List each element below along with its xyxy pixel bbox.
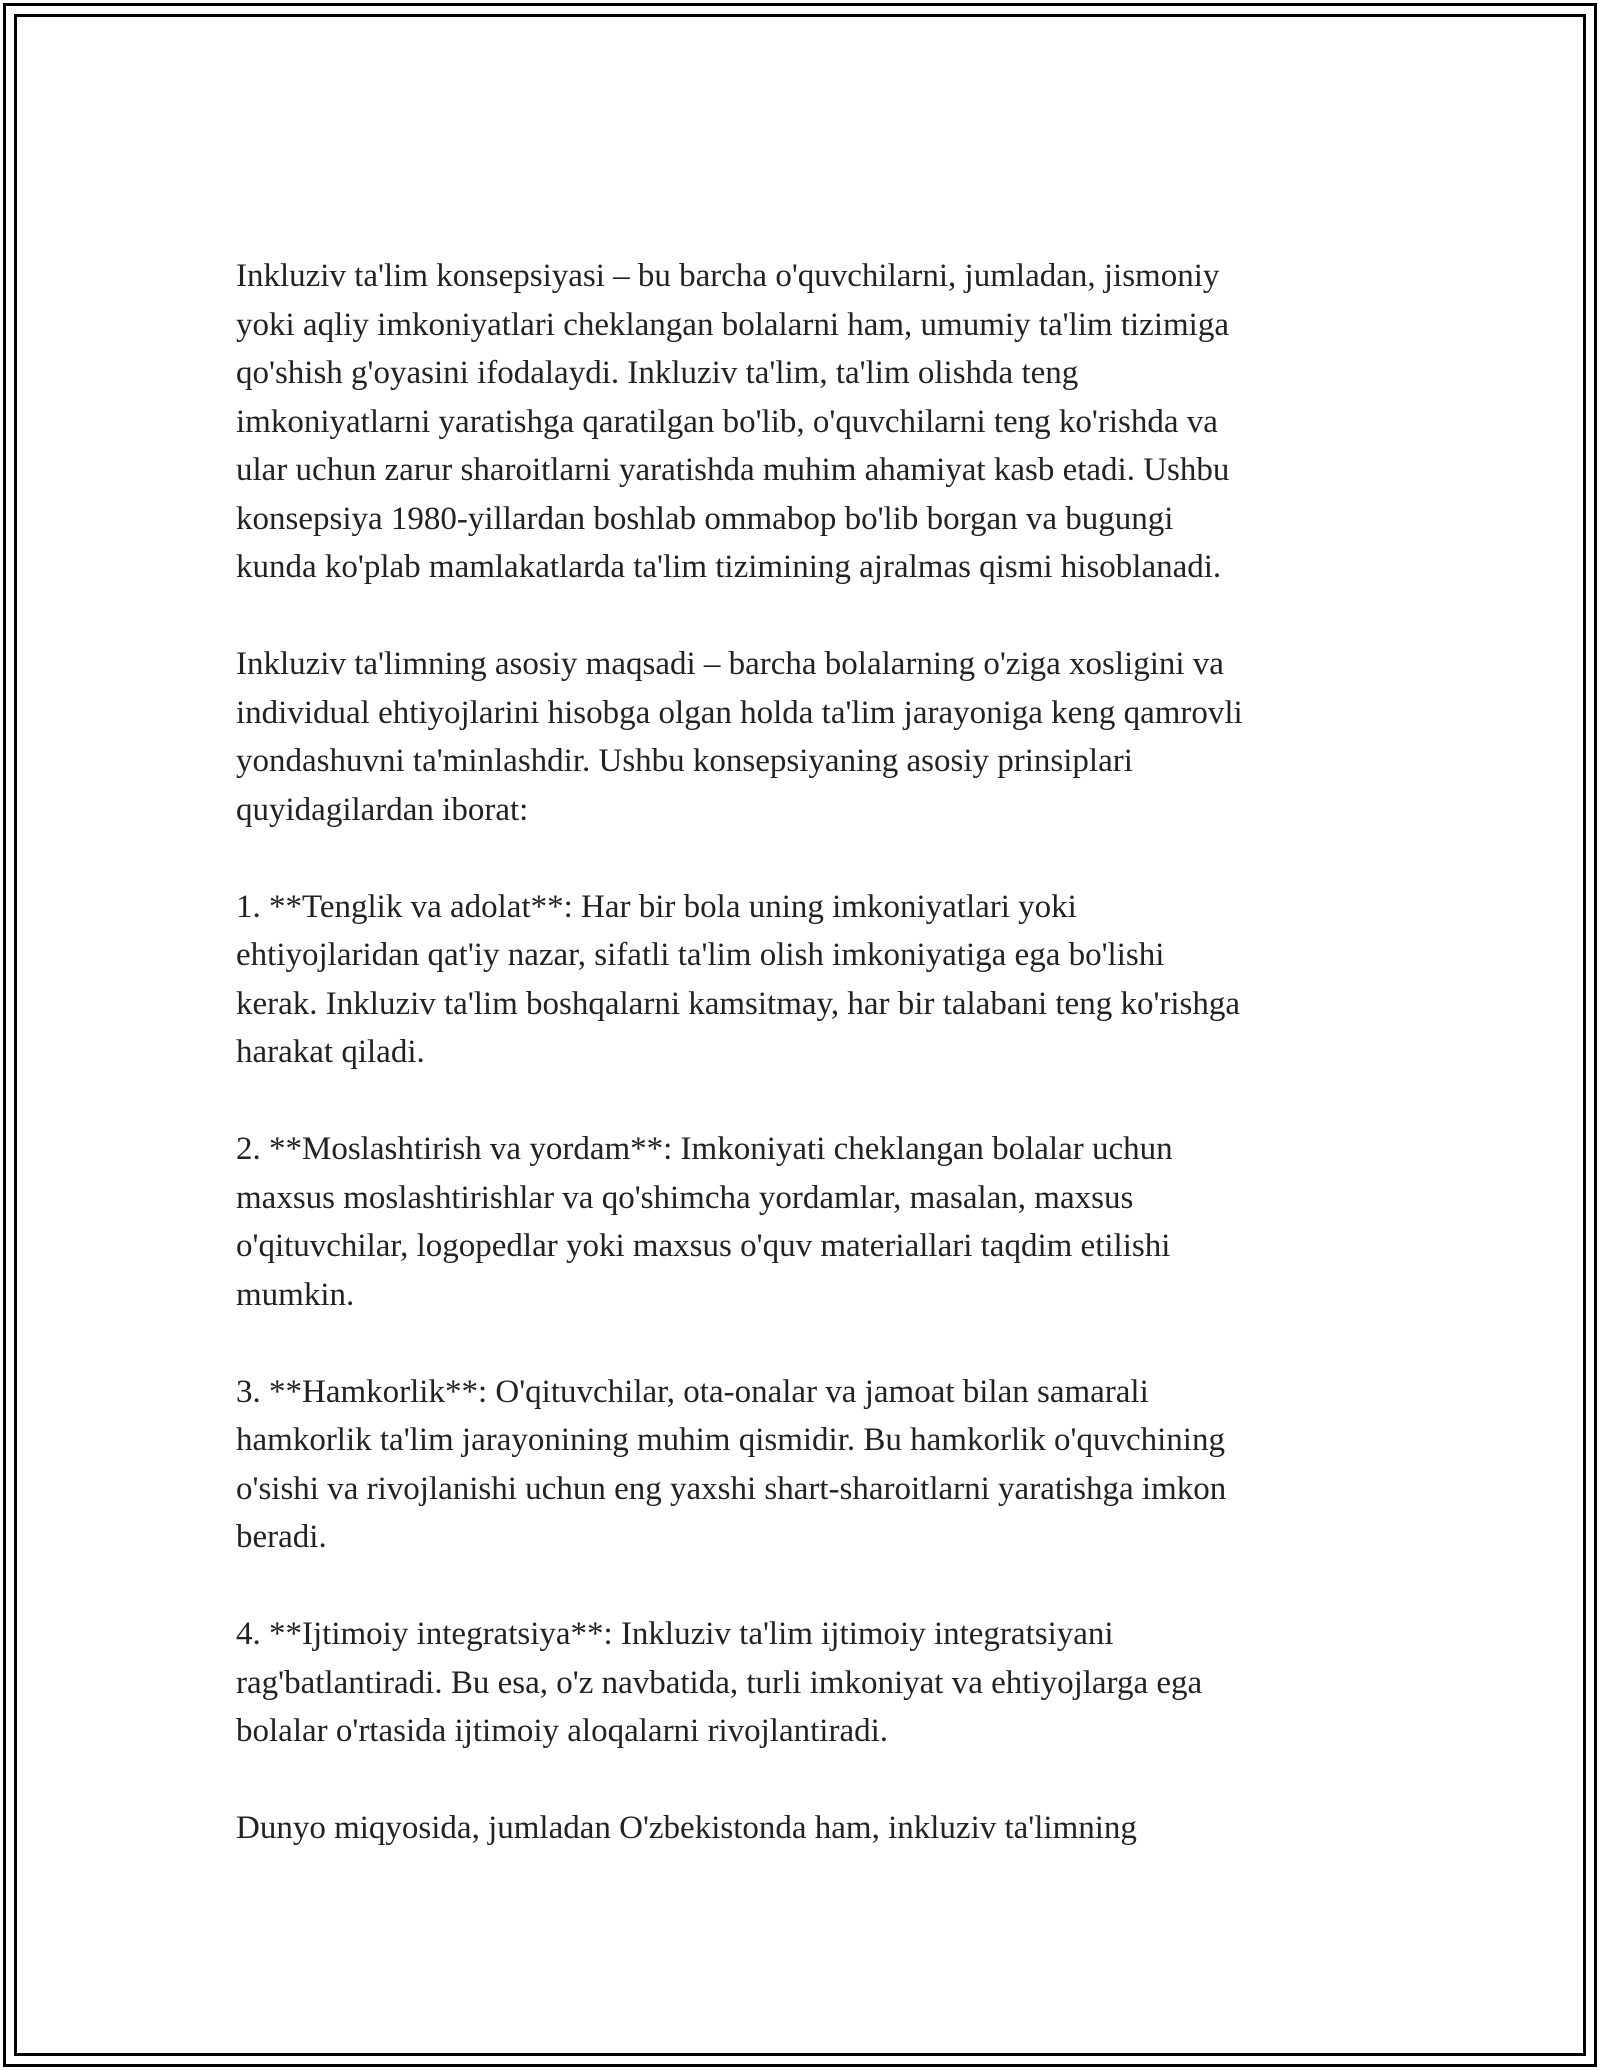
list-item-social-integration: 4. **Ijtimoiy integratsiya**: Inkluziv ta'lim ijtimoiy integratsiyani rag'batlantiradi. Bu esa, o'z navbatida, turli imkoniyat va ehtiyojlarga ega bolalar o'rtasida ijtimoiy aloqalarni rivojlantiradi.	[236, 1616, 1203, 1749]
paragraph-intro: Inkluziv ta'lim konsepsiyasi – bu barcha o'quvchilarni, jumladan, jismoniy yoki aqliy imkoniyatlari cheklangan bolalarni ham, umumiy ta'lim tizimiga qo'shish g'oyasini ifodalaydi. Inkluziv ta'lim, ta'lim olishda teng imkoniyatlarni yaratishga qaratilgan bo'lib, o'quvchilarni teng ko'rishda va ular uchun zarur sharoitlarni yaratishda muhim ahamiyat kasb etadi. Ushbu konsepsiya 1980-yillardan boshlab ommabop bo'lib borgan va bugungi kunda ko'plab mamlakatlarda ta'lim tizimining ajralmas qismi hisoblanadi.	[236, 258, 1230, 585]
list-item-cooperation: 3. **Hamkorlik**: O'qituvchilar, ota-onalar va jamoat bilan samarali hamkorlik ta'lim jarayonining muhim qismidir. Bu hamkorlik o'quvchining o'sishi va rivojlanishi uchun eng yaxshi shart-sharoitlarni yaratishga imkon beradi.	[236, 1373, 1227, 1555]
document-body	[236, 252, 1376, 1853]
paragraph-main-goal: Inkluziv ta'limning asosiy maqsadi – barcha bolalarning o'ziga xosligini va individual ehtiyojlarini hisobga olgan holda ta'lim jarayoniga keng qamrovli yondashuvni ta'minlashdir. Ushbu konsepsiyaning asosiy prinsiplari quyidagilardan iborat:	[236, 646, 1243, 828]
paragraph-closing: Dunyo miqyosida, jumladan O'zbekistonda ham, inkluziv ta'limning	[236, 1810, 1137, 1846]
list-item-equality: 1. **Tenglik va adolat**: Har bir bola uning imkoniyatlari yoki ehtiyojlaridan qat'iy nazar, sifatli ta'lim olish imkoniyatiga ega bo'lishi kerak. Inkluziv ta'lim boshqalarni kamsitmay, har bir talabani teng ko'rishga harakat qiladi.	[236, 888, 1241, 1070]
list-item-adaptation: 2. **Moslashtirish va yordam**: Imkoniyati cheklangan bolalar uchun maxsus moslashtirishlar va qo'shimcha yordamlar, masalan, maxsus o'qituvchilar, logopedlar yoki maxsus o'quv materiallari taqdim etilishi mumkin.	[236, 1131, 1173, 1313]
